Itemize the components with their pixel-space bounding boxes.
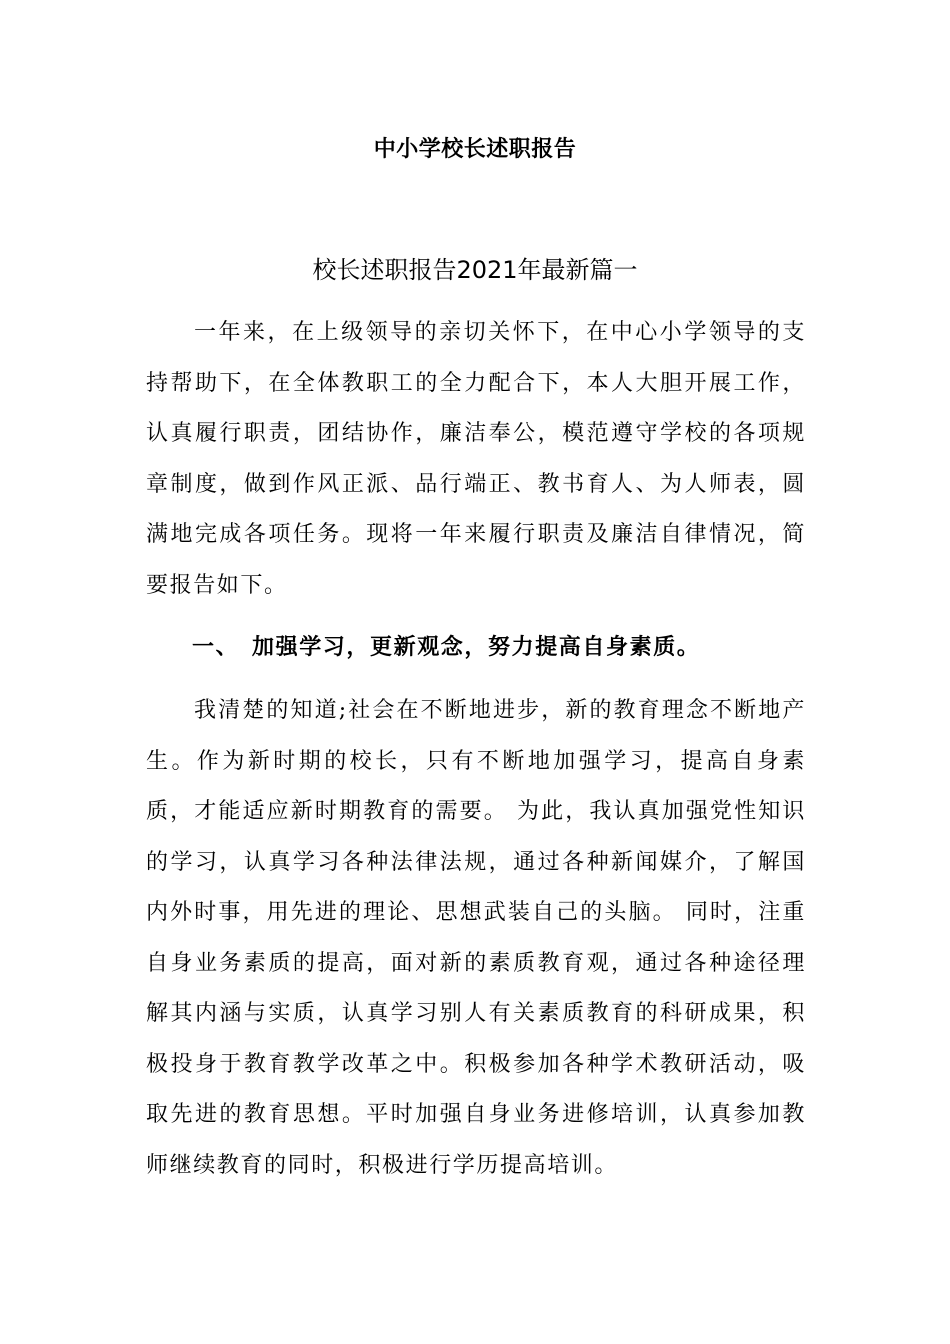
- section-heading-text: 加强学习，更新观念，努力提高自身素质。: [252, 634, 701, 660]
- section-heading: [192, 632, 700, 662]
- document-title: 中小学校长述职报告: [373, 137, 577, 162]
- document-subtitle: 校长述职报告2021年最新篇一: [312, 256, 638, 284]
- paragraph-intro: 一年来，在上级领导的亲切关怀下，在中心小学领导的支持帮助下，在全体教职工的全力配合下，本人大胆开展工作，认真履行职责，团结协作，廉洁奉公，模范遵守学校的各项规章制度，做到作风正派、品行端正、教书育人、为人师表，圆满地完成各项任务。现将一年来履行职责及廉洁自律情况，简要报告如下。: [146, 320, 806, 598]
- paragraph-section-body: 我清楚的知道;社会在不断地进步，新的教育理念不断地产生。作为新时期的校长，只有不断地加强学习，提高自身素质，才能适应新时期教育的需要。 为此，我认真加强党性知识的学习，认真学习各种法律法规，通过各种新闻媒介，了解国内外时事，用先进的理论、思想武装自己的头脑。 同时，注重自身业务素质的提高，面对新的素质教育观，通过各种途径理解其内涵与实质，认真学习别人有关素质教育的科研成果，积极投身于教育教学改革之中。积极参加各种学术教研活动，吸取先进的教育思想。平时加强自身业务进修培训，认真参加教师继续教育的同时，积极进行学历提高培训。: [146, 698, 806, 1178]
- section-number: 一、: [192, 634, 240, 660]
